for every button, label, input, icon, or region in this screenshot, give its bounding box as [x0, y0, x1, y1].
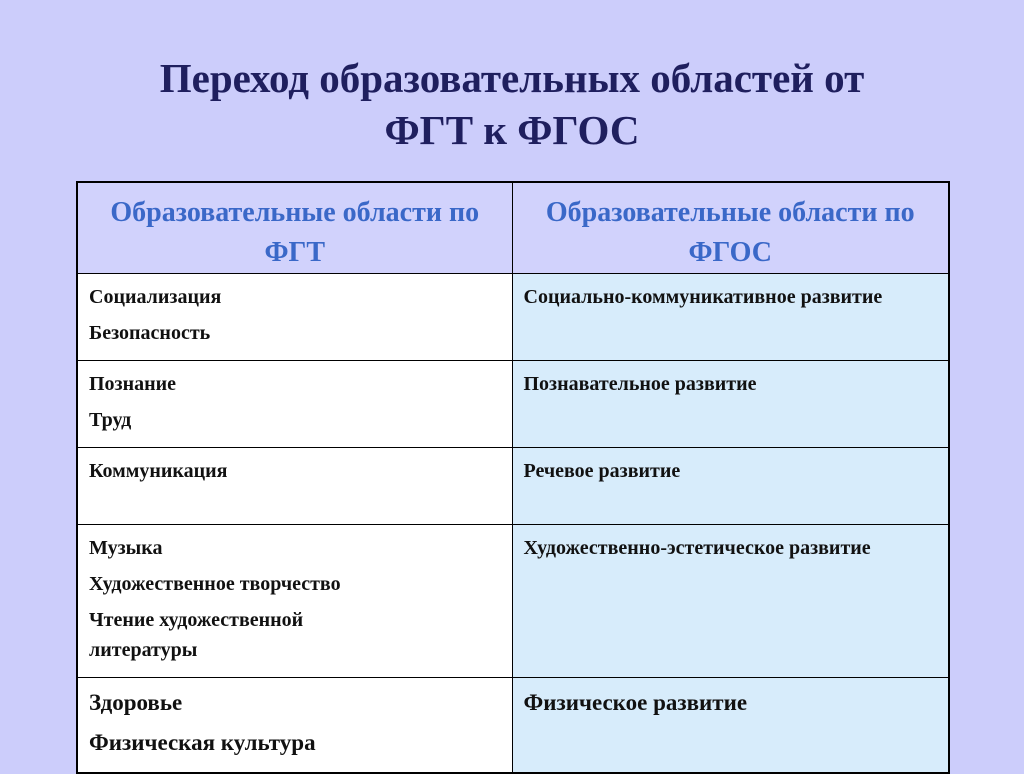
fgt-cell	[77, 274, 512, 361]
fgt-area: Здоровье	[89, 690, 183, 715]
table-row	[77, 274, 949, 361]
table-row	[77, 525, 949, 678]
fgos-area: Художественно-эстетическое развитие	[523, 537, 871, 559]
table-row	[77, 678, 949, 774]
fgt-area: Социализация	[89, 286, 222, 308]
slide-title-line-2: ФГТ к ФГОС	[384, 107, 640, 153]
fgt-cell	[77, 361, 512, 448]
table-header-row	[77, 182, 949, 274]
fgos-area: Физическое развитие	[523, 690, 748, 715]
fgos-area: Речевое развитие	[523, 460, 681, 482]
fgos-cell	[512, 361, 949, 448]
table-row	[77, 361, 949, 448]
comparison-table	[76, 181, 950, 774]
fgt-area: Чтение художественной литературы	[89, 609, 304, 661]
fgt-cell	[77, 448, 512, 525]
fgt-area: Музыка	[89, 537, 163, 559]
fgt-area: Познание	[89, 373, 177, 395]
header-fgos: Образовательные области по ФГОС	[512, 182, 949, 274]
fgt-area: Труд	[89, 409, 132, 431]
fgos-cell	[512, 678, 949, 774]
fgt-area: Коммуникация	[89, 460, 228, 482]
fgos-cell	[512, 525, 949, 678]
fgt-cell	[77, 525, 512, 678]
fgt-cell	[77, 678, 512, 774]
fgos-cell	[512, 274, 949, 361]
fgos-area: Социально-коммуникативное развитие	[523, 286, 883, 308]
header-fgt: Образовательные области по ФГТ	[77, 182, 512, 274]
slide-title-line-1: Переход образовательных областей от	[159, 55, 865, 101]
table-row	[77, 448, 949, 525]
fgt-area: Безопасность	[89, 322, 211, 344]
fgt-area: Художественное творчество	[89, 573, 341, 595]
slide-title	[0, 52, 1024, 156]
fgos-cell	[512, 448, 949, 525]
fgos-area: Познавательное развитие	[523, 373, 757, 395]
fgt-area: Физическая культура	[89, 730, 316, 755]
